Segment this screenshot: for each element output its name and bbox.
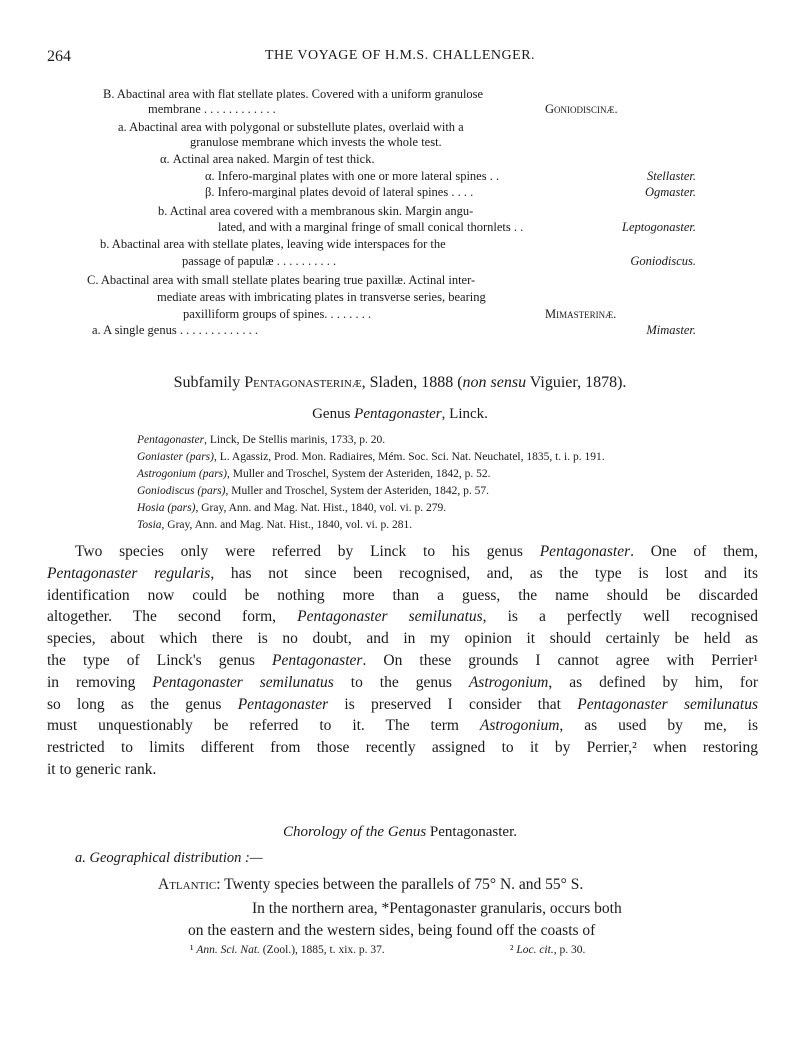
citation: , Muller and Troschel, System der Asteriden, 1842, p. 52. [226, 468, 491, 480]
text-line: In the northern area, *Pentagonaster granularis, occurs both [252, 900, 622, 917]
key-line: granulose membrane which invests the whole test. [190, 135, 442, 149]
paragraph-line: altogether. The second form, Pentagonaster semilunatus, is a perfectly well recognised [47, 608, 758, 626]
taxon-name: Astrogonium (pars) [137, 468, 227, 480]
key-result: Ogmaster. [644, 185, 696, 199]
paragraph-line: Pentagonaster regularis, has not since been recognised, and, as the type is lost and its [47, 564, 759, 582]
key-line: B. Abactinal area with flat stellate plates. Covered with a uniform granulose [103, 87, 484, 101]
paragraph-line: in removing Pentagonaster semilunatus to the genus Astrogonium, as defined by him, for [47, 673, 759, 691]
running-title: THE VOYAGE OF H.M.S. CHALLENGER. [264, 48, 536, 63]
citation: , Gray, Ann. and Mag. Nat. Hist., 1840, vol. vi. p. 281. [161, 519, 413, 531]
key-line: passage of papulæ . . . . . . . . . . [182, 254, 337, 268]
taxon-name: Hosia (pars) [137, 502, 196, 514]
key-result: Mimaster. [646, 323, 696, 337]
synonymy-entry [137, 502, 446, 514]
paragraph-line: restricted to limits different from those recently assigned to it by Perrier,² when restoring [47, 739, 758, 757]
citation: , Linck, De Stellis marinis, 1733, p. 20. [204, 434, 386, 446]
key-line: β. Infero-marginal plates devoid of lateral spines . . . . [205, 185, 474, 199]
taxon-name: Goniodiscus (pars) [137, 485, 226, 497]
paragraph-line: identification now could be nothing more than a guess, the name should be discarded [47, 586, 758, 604]
key-line: a. A single genus . . . . . . . . . . . . . [92, 323, 258, 337]
key-result: Goniodiscus. [630, 254, 696, 268]
synonymy-entry [137, 434, 385, 446]
paragraph-line: must unquestionably be referred to it. The term Astrogonium, as used by me, is [47, 717, 758, 735]
synonymy-entry [137, 451, 605, 463]
synonymy-entry [137, 519, 412, 531]
key-result: Goniodiscinæ. [545, 102, 618, 116]
key-line: membrane . . . . . . . . . . . . [148, 102, 276, 116]
text-line: on the eastern and the western sides, being found off the coasts of [188, 922, 596, 939]
atlantic-line: Atlantic: Twenty species between the parallels of 75° N. and 55° S. [158, 876, 584, 893]
paragraph-line: Two species only were referred by Linck to his genus Pentagonaster. One of them, [75, 543, 758, 560]
key-line: C. Abactinal area with small stellate plates bearing true paxillæ. Actinal inter- [87, 273, 476, 287]
taxon-name: Pentagonaster [137, 434, 205, 446]
key-line: a. Abactinal area with polygonal or substellute plates, overlaid with a [118, 120, 464, 134]
paragraph-line: it to generic rank. [47, 761, 157, 778]
key-line: b. Actinal area covered with a membranous skin. Margin angu- [158, 204, 474, 218]
key-line: α. Infero-marginal plates with one or more lateral spines . . [205, 169, 500, 183]
synonymy-entry [137, 485, 489, 497]
footnote-1: ¹ Ann. Sci. Nat. (Zool.), 1885, t. xix. p. 37. [190, 944, 385, 956]
key-line: mediate areas with imbricating plates in transverse series, bearing [157, 290, 486, 304]
synonymy-entry [137, 468, 491, 480]
genus-heading: Genus Pentagonaster, Linck. [312, 406, 488, 422]
chorology-heading: Chorology of the Genus Pentagonaster. [282, 824, 517, 840]
citation: , Gray, Ann. and Mag. Nat. Hist., 1840, vol. vi. p. 279. [195, 502, 447, 514]
key-line: paxilliform groups of spines. . . . . . . . [183, 307, 372, 321]
taxon-name: Goniaster (pars) [137, 451, 214, 463]
key-result: Leptogonaster. [622, 220, 696, 234]
key-line: α. Actinal area naked. Margin of test thick. [160, 152, 375, 166]
citation: , L. Agassiz, Prod. Mon. Radiaires, Mém. Soc. Sci. Nat. Neuchatel, 1835, t. i. p. 191. [214, 451, 605, 463]
paragraph-line: the type of Linck's genus Pentagonaster. On these grounds I cannot agree with Perrier¹ [47, 652, 758, 669]
citation: , Muller and Troschel, System der Asteriden, 1842, p. 57. [225, 485, 490, 497]
key-line: b. Abactinal area with stellate plates, leaving wide interspaces for the [100, 237, 446, 251]
subfamily-heading: Subfamily Pentagonasterinæ, Sladen, 1888 (non sensu Viguier, 1878). [173, 374, 627, 391]
subsection-heading: a. Geographical distribution :— [75, 850, 263, 866]
paragraph-line: species, about which there is no doubt, and in my opinion it should certainly be held as [47, 630, 758, 648]
key-result: Stellaster. [647, 169, 696, 183]
paragraph-line: so long as the genus Pentagonaster is preserved I consider that Pentagonaster semilunatus [47, 695, 758, 713]
key-result: Mimasterinæ. [545, 307, 617, 321]
page-number: 264 [47, 48, 71, 65]
taxon-name: Tosia [137, 519, 162, 531]
footnote-2: ² Loc. cit., p. 30. [510, 944, 586, 956]
key-line: lated, and with a marginal fringe of small conical thornlets . . [218, 220, 524, 234]
